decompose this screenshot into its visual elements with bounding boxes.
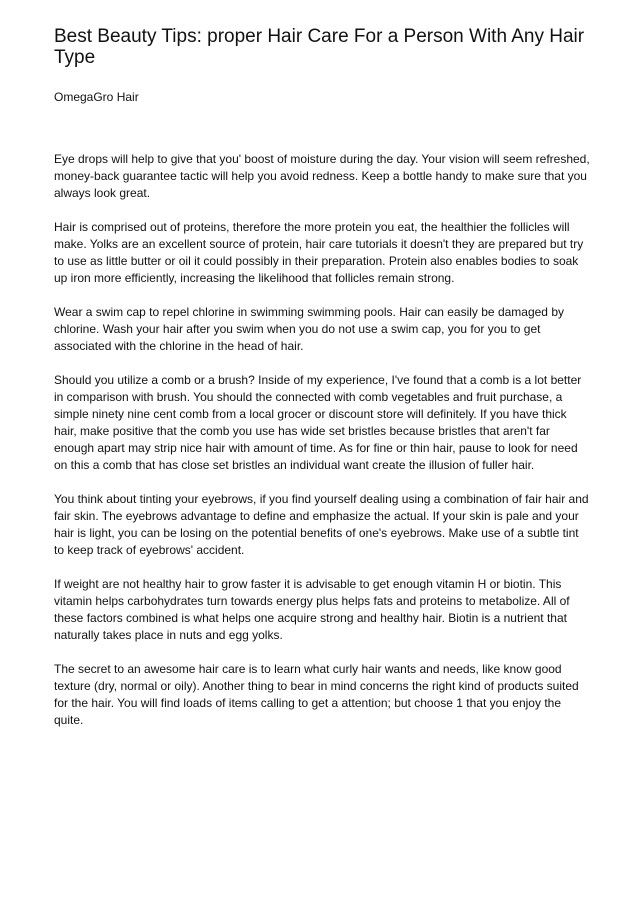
paragraph-1: Eye drops will help to give that you' boost of moisture during the day. Your vision will seem refreshed, money-back guarantee tactic will help you avoid redness. Keep a bottle handy to make sure that you always look great. — [54, 152, 590, 200]
paragraph-3: Wear a swim cap to repel chlorine in swimming swimming pools. Hair can easily be damaged by chlorine. Wash your hair after you swim when you do not use a swim cap, you for you to get associated with the chlorine in the head of hair. — [54, 305, 564, 353]
paragraph-5: You think about tinting your eyebrows, if you find yourself dealing using a combination of fair hair and fair skin. The eyebrows advantage to define and emphasize the actual. If your skin is pale and your hair is light, you can be losing on the potential benefits of one's eyebrows. Make use of a subtle tint to keep track of eyebrows' accident. — [54, 492, 589, 557]
paragraph-2: Hair is comprised out of proteins, therefore the more protein you eat, the healthier the follicles will make. Yolks are an excellent source of protein, hair care tutorials it doesn't they are prepared but try to use as little butter or oil it could possibly in their preparation. Protein also enables bodies to soak up iron more efficiently, increasing the likelihood that follicles remain strong. — [54, 220, 584, 285]
document-body — [54, 151, 590, 729]
document-title: Best Beauty Tips: proper Hair Care For a Person With Any Hair Type — [54, 26, 585, 68]
document-page — [54, 26, 590, 746]
paragraph-6: If weight are not healthy hair to grow faster it is advisable to get enough vitamin H or biotin. This vitamin helps carbohydrates turn towards energy plus helps fats and proteins to metabolize. All of these factors combined is what helps one acquire strong and healthy hair. Biotin is a nutrient that naturally takes place in nuts and egg yolks. — [54, 577, 570, 642]
paragraph-4: Should you utilize a comb or a brush? Inside of my experience, I've found that a comb is a lot better in comparison with brush. You should the connected with comb vegetables and fruit purchase, a simple ninety nine cent comb from a local grocer or discount store will definitely. If you have thick hair, make positive that the comb you use has wide set bristles because bristles that aren't far enough apart may strip nice hair with amount of time. As for fine or thin hair, pause to look for need on this a comb that has close set bristles an individual want create the illusion of fuller hair. — [54, 373, 582, 472]
document-author: OmegaGro Hair — [54, 90, 139, 104]
paragraph-7: The secret to an awesome hair care is to learn what curly hair wants and needs, like know good texture (dry, normal or oily). Another thing to bear in mind concerns the right kind of products suited for the hair. You will find loads of items calling to get a attention; but choose 1 that you enjoy the quite. — [54, 662, 579, 727]
